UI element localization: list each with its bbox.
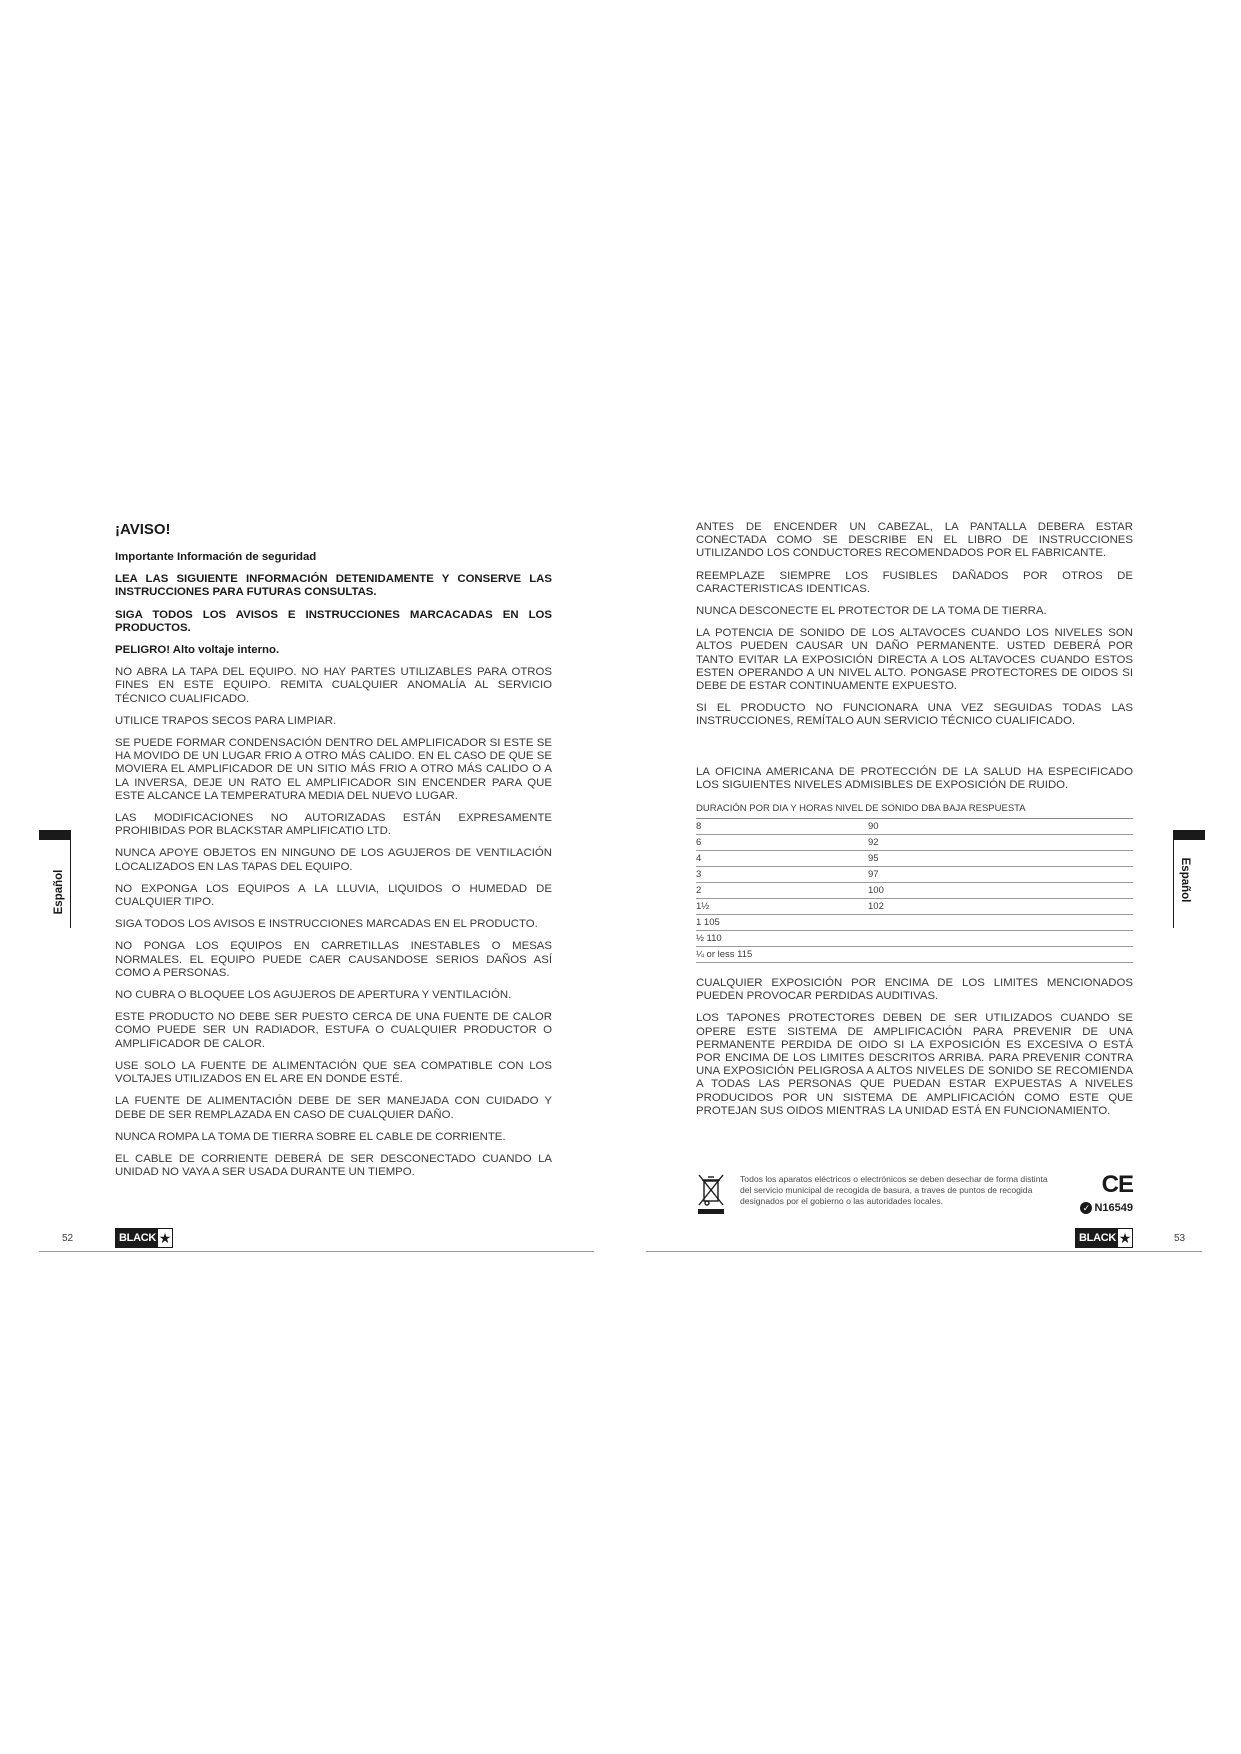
table-row xyxy=(696,867,1133,883)
table-row xyxy=(696,819,1133,835)
warning-heading: ¡AVISO! xyxy=(115,521,171,538)
table-cell-duration: 8 xyxy=(696,819,868,835)
tab-bar xyxy=(39,830,71,840)
blackstar-logo-left xyxy=(115,1228,173,1248)
left-page-column xyxy=(115,521,552,1188)
safety-paragraph: NUNCA ROMPA LA TOMA DE TIERRA SOBRE EL CABLE DE CORRIENTE. xyxy=(115,1130,506,1143)
safety-paragraph: EL CABLE DE CORRIENTE DEBERÁ DE SER DESCONECTADO CUANDO LA UNIDAD NO VAYA A SER USADA DURANTE UN TIEMPO. xyxy=(115,1152,552,1179)
table-row xyxy=(696,931,1133,947)
compliance-mark xyxy=(1080,1202,1133,1214)
safety-subheading: Importante Información de seguridad xyxy=(115,551,317,563)
table-header: DURACIÓN POR DIA Y HORAS NIVEL DE SONIDO DBA BAJA RESPUESTA xyxy=(696,801,1133,819)
crossed-bin-icon xyxy=(696,1172,726,1216)
table-cell-duration: 4 xyxy=(696,851,868,867)
safety-paragraph: ANTES DE ENCENDER UN CABEZAL, LA PANTALLA DEBERA ESTAR CONECTADA COMO SE DESCRIBE EN EL LIBRO DE INSTRUCCIONES UTILIZANDO LOS CONDUCTORES RECOMENDADOS POR EL FABRICANTE. xyxy=(696,521,1133,560)
page-number-right: 53 xyxy=(1174,1233,1186,1244)
logo-wordmark: BLACK xyxy=(1079,1232,1116,1244)
c-tick-icon: ✓ xyxy=(1080,1202,1092,1214)
safety-paragraph: UTILICE TRAPOS SECOS PARA LIMPIAR. xyxy=(115,714,337,727)
table-row xyxy=(696,915,1133,931)
language-side-tab-right xyxy=(1173,830,1205,928)
table-cell-level: 92 xyxy=(868,835,1133,851)
disposal-notice xyxy=(696,1172,1133,1222)
table-cell-level: 102 xyxy=(868,899,1133,915)
safety-paragraph: LAS MODIFICACIONES NO AUTORIZADAS ESTÁN EXPRESAMENTE PROHIBIDAS POR BLACKSTAR AMPLIFICATIO LTD. xyxy=(115,812,552,838)
footer-rule-right xyxy=(646,1251,1202,1252)
table-cell-level: 100 xyxy=(868,883,1133,899)
table-cell-level: 90 xyxy=(868,819,1133,835)
safety-paragraph: SI EL PRODUCTO NO FUNCIONARA UNA VEZ SEGUIDAS TODAS LAS INSTRUCCIONES, REMÍTALO AUN SERVICIO TÉCNICO CUALIFICADO. xyxy=(696,702,1133,728)
page-number-left: 52 xyxy=(62,1233,74,1244)
table-cell-duration: 2 xyxy=(696,883,868,899)
tab-edge xyxy=(1173,830,1174,928)
tab-edge xyxy=(70,830,71,928)
ce-mark-icon: CE xyxy=(1101,1171,1133,1198)
tab-bar xyxy=(1173,830,1205,840)
safety-paragraph: REEMPLAZE SIEMPRE LOS FUSIBLES DAÑADOS POR OTROS DE CARACTERISTICAS IDENTICAS. xyxy=(696,569,1133,595)
safety-paragraph: NO PONGA LOS EQUIPOS EN CARRETILLAS INESTABLES O MESAS NORMALES. EL EQUIPO PUEDE CAER CAUSANDOSE SERIOS DAÑOS ASÍ COMO A PERSONAS. xyxy=(115,940,552,979)
table-cell-duration: 1 105 xyxy=(696,915,868,931)
table-row xyxy=(696,851,1133,867)
safety-paragraph: CUALQUIER EXPOSICIÓN POR ENCIMA DE LOS LIMITES MENCIONADOS PUEDEN PROVOCAR PERDIDAS AUDITIVAS. xyxy=(696,977,1133,1003)
table-row xyxy=(696,883,1133,899)
table-cell-level xyxy=(868,915,1133,931)
safety-paragraph: NUNCA DESCONECTE EL PROTECTOR DE LA TOMA DE TIERRA. xyxy=(696,605,1047,618)
noise-table-intro: LA OFICINA AMERICANA DE PROTECCIÓN DE LA SALUD HA ESPECIFICADO LOS SIGUIENTES NIVELES ADMISIBLES DE EXPOSICIÓN DE RUIDO. xyxy=(696,765,1133,791)
safety-paragraph: ESTE PRODUCTO NO DEBE SER PUESTO CERCA DE UNA FUENTE DE CALOR COMO PUEDE SER UN RADIADOR, ESTUFA O CUALQUIER PRODUCTOR O AMPLIFICADOR DE CALOR. xyxy=(115,1011,552,1050)
safety-paragraph: NO ABRA LA TAPA DEL EQUIPO. NO HAY PARTES UTILIZABLES PARA OTROS FINES EN ESTE EQUIPO. REMITA CUALQUIER ANOMALÍA AL SERVICIO TÉCNICO CUALIFICADO. xyxy=(115,666,552,705)
safety-paragraph: LA POTENCIA DE SONIDO DE LOS ALTAVOCES CUANDO LOS NIVELES SON ALTOS PUEDEN CAUSAR UN DAÑO PERMANENTE. USTED DEBERÁ POR TANTO EVITAR LA EXPOSICIÓN DIRECTA A LOS ALTAVOCES CUANDO ESTOS ESTEN OPERANDO A UN NIVEL ALTO. PONGASE PROTECTORES DE OIDOS SI DEBE DE ESTAR CONTINUAMENTE EXPUESTO. xyxy=(696,627,1133,693)
table-row xyxy=(696,835,1133,851)
table-cell-duration: 6 xyxy=(696,835,868,851)
safety-paragraph: NUNCA APOYE OBJETOS EN NINGUNO DE LOS AGUJEROS DE VENTILACIÓN LOCALIZADOS EN LAS TAPAS DEL EQUIPO. xyxy=(115,847,552,873)
safety-paragraph: SIGA TODOS LOS AVISOS E INSTRUCCIONES MARCADAS EN EL PRODUCTO. xyxy=(115,918,538,931)
table-cell-duration: ½ 110 xyxy=(696,931,868,947)
section-spacer xyxy=(696,738,1133,766)
table-row xyxy=(696,899,1133,915)
table-cell-level: 95 xyxy=(868,851,1133,867)
star-icon: ★ xyxy=(158,1230,172,1246)
safety-paragraph: NO EXPONGA LOS EQUIPOS A LA LLUVIA, LIQUIDOS O HUMEDAD DE CUALQUIER TIPO. xyxy=(115,882,552,909)
table-row xyxy=(696,947,1133,963)
table-cell-level xyxy=(868,931,1133,947)
table-cell-level xyxy=(868,947,1133,963)
safety-paragraph: USE SOLO LA FUENTE DE ALIMENTACIÓN QUE SEA COMPATIBLE CON LOS VOLTAJES UTILIZADOS EN EL ARE EN DONDE ESTÉ. xyxy=(115,1059,552,1086)
safety-paragraph: LOS TAPONES PROTECTORES DEBEN DE SER UTILIZADOS CUANDO SE OPERE ESTE SISTEMA DE AMPLIFICACIÓN PARA PREVENIR DE UNA PERMANENTE PERDIDA DE OIDO SI LA EXPOSICIÓN ES EXCESIVA O ESTÁ POR ENCIMA DE LOS LIMITES DESCRITOS ARRIBA. PARA PREVENIR CONTRA UNA EXPOSICIÓN PELIGROSA A ALTOS NIVELES DE SONIDO SE RECOMIENDA A TODAS LAS PERSONAS QUE PUEDAN ESTAR EXPUESTAS A NIVELES PRODUCIDOS POR UN SISTEMA DE AMPLIFICACIÓN COMO ESTE QUE PROTEJAN SUS OIDOS MIENTRAS LA UNIDAD ESTÁ EN FUNCIONAMIENTO. xyxy=(696,1012,1133,1117)
disposal-text: Todos los aparatos eléctricos o electrónicos se deben desechar de forma distinta del servicio municipal de recogida de basura, a traves de puntos de recogida designados por el gobierno o las autoridades locales. xyxy=(740,1174,1048,1206)
safety-paragraph: LA FUENTE DE ALIMENTACIÓN DEBE DE SER MANEJADA CON CUIDADO Y DEBE DE SER REMPLAZADA EN CASO DE CUALQUIER DAÑO. xyxy=(115,1095,552,1121)
language-side-tab-left xyxy=(39,830,71,928)
table-cell-duration: 1½ xyxy=(696,899,868,915)
danger-notice: PELIGRO! Alto voltaje interno. xyxy=(115,644,280,657)
blackstar-logo-right xyxy=(1075,1228,1133,1248)
table-cell-level: 97 xyxy=(868,867,1133,883)
noise-exposure-table xyxy=(696,801,1133,963)
logo-wordmark: BLACK xyxy=(119,1232,156,1244)
safety-paragraph: SE PUEDE FORMAR CONDENSACIÓN DENTRO DEL AMPLIFICADOR SI ESTE SE HA MOVIDO DE UN LUGAR FRIO A OTRO MÁS CALIDO. EN EL CASO DE QUE SE MOVIERA EL AMPLIFICADOR DE UN SITIO MÁS FRIO A OTRO MÁS CALIDO O A LA INVERSA, DEJE UN RATO EL AMPLIFICADOR SIN ENCENDER PARA QUE ESTE ALCANCE LA TEMPERATURA MEDIA DEL NUEVO LUGAR. xyxy=(115,737,552,802)
safety-paragraph: NO CUBRA O BLOQUEE LOS AGUJEROS DE APERTURA Y VENTILACIÓN. xyxy=(115,989,512,1002)
follow-warnings-notice: SIGA TODOS LOS AVISOS E INSTRUCCIONES MARCACADAS EN LOS PRODUCTOS. xyxy=(115,608,552,634)
right-page-column xyxy=(696,521,1133,1127)
table-cell-duration: ¼ or less 115 xyxy=(696,947,868,963)
language-label: Español xyxy=(53,869,65,915)
footer-rule-left xyxy=(39,1251,594,1252)
compliance-code: N16549 xyxy=(1094,1202,1133,1214)
language-label: Español xyxy=(1179,857,1191,903)
table-cell-duration: 3 xyxy=(696,867,868,883)
read-instructions-notice: LEA LAS SIGUIENTE INFORMACIÓN DETENIDAMENTE Y CONSERVE LAS INSTRUCCIONES PARA FUTURAS CONSULTAS. xyxy=(115,573,552,599)
star-icon: ★ xyxy=(1118,1230,1132,1246)
